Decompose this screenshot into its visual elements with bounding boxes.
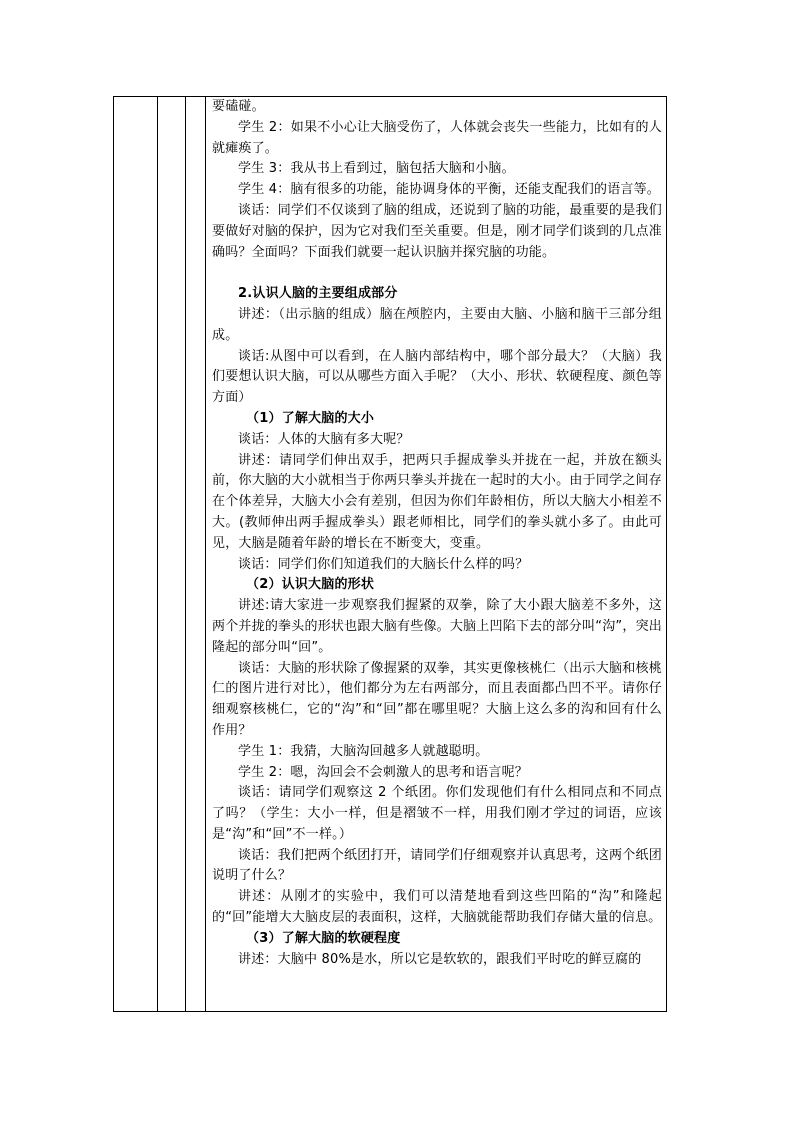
paragraph: 谈话：我们把两个纸团打开，请同学们仔细观察并认真思考，这两个纸团说明了什么？ (212, 847, 662, 884)
paragraph: 谈话：同学们不仅谈到了脑的组成，还说到了脑的功能，最重要的是我们要做好对脑的保护，因为它对我们至关重要。但是，刚才同学们谈到的几点准确吗？全面吗？下面我们就要一起认识脑并探究脑的功能。 (212, 202, 662, 260)
paragraph: 讲述：大脑中 80%是水，所以它是软软的，跟我们平时吃的鲜豆腐的 (238, 951, 642, 967)
paragraph: 讲述:请大家进一步观察我们握紧的双拳，除了大小跟大脑差不多外，这两个并拢的拳头的形状也跟大脑有些像。大脑上凹陷下去的部分叫“沟”，突出隆起的部分叫“回”。 (212, 598, 662, 655)
paragraph: 谈话：人体的大脑有多大呢？ (238, 431, 410, 447)
column-divider (205, 97, 206, 1011)
column-divider (185, 97, 186, 1011)
subsection-heading: （3）了解大脑的软硬程度 (246, 930, 401, 946)
paragraph: 讲述：（出示脑的组成）脑在颅腔内，主要由大脑、小脑和脑干三部分组成。 (212, 306, 662, 343)
paragraph: 讲述：请同学们伸出双手，把两只手握成拳头并拢在一起，并放在额头前，你大脑的大小就相当于你两只拳头并拢在一起时的大小。由于同学之间存在个体差异，大脑大小会有差别，但因为你们年龄相仿，所以大脑大小相差不大。(教师伸出两手握成拳头）跟老师相比，同学们的拳头就小多了。由此可见，大脑是随着年龄的增长在不断变大，变重。 (212, 452, 662, 551)
section-heading: 2.认识人脑的主要组成部分 (238, 286, 398, 302)
paragraph: 谈话：同学们你们知道我们的大脑长什么样的吗？ (238, 556, 529, 572)
paragraph: 学生 3：我从书上看到过，脑包括大脑和小脑。 (238, 161, 515, 177)
paragraph: 谈话：请同学们观察这 2 个纸团。你们发现他们有什么相同点和不同点了吗？（学生：大小一样，但是褶皱不一样，用我们刚才学过的词语，应该是“沟”和“回”不一样。） (212, 785, 662, 842)
paragraph: 学生 2：如果不小心让大脑受伤了，人体就会丧失一些能力，比如有的人就瘫痪了。 (212, 119, 662, 156)
paragraph: 谈话：大脑的形状除了像握紧的双拳，其实更像核桃仁（出示大脑和核桃仁的图片进行对比），他们都分为左右两部分，而且表面都凸凹不平。请你仔细观察核桃仁，它的“沟”和“回”都在哪里呢？大脑上这么多的沟和回有什么作用？ (212, 660, 662, 738)
lesson-content-cell (212, 97, 662, 970)
blank-line (212, 263, 662, 284)
paragraph: 学生 4：脑有很多的功能，能协调身体的平衡，还能支配我们的语言等。 (238, 182, 661, 198)
paragraph: 谈话:从图中可以看到，在人脑内部结构中，哪个部分最大？（大脑）我们要想认识大脑，可以从哪些方面入手呢？（大小、形状、软硬程度、颜色等方面） (212, 348, 662, 406)
paragraph: 要磕碰。 (212, 99, 265, 114)
subsection-heading: （2）认识大脑的形状 (246, 577, 375, 593)
lesson-table (113, 96, 667, 1012)
paragraph: 讲述：从刚才的实验中，我们可以清楚地看到这些凹陷的“沟”和隆起的“回”能增大大脑皮层的表面积，这样，大脑就能帮助我们存储大量的信息。 (212, 889, 662, 926)
subsection-heading: （1）了解大脑的大小 (246, 410, 375, 426)
column-divider (157, 97, 158, 1011)
paragraph: 学生 1：我猜，大脑沟回越多人就越聪明。 (238, 743, 489, 759)
paragraph: 学生 2：嗯，沟回会不会刺激人的思考和语言呢？ (238, 764, 529, 780)
